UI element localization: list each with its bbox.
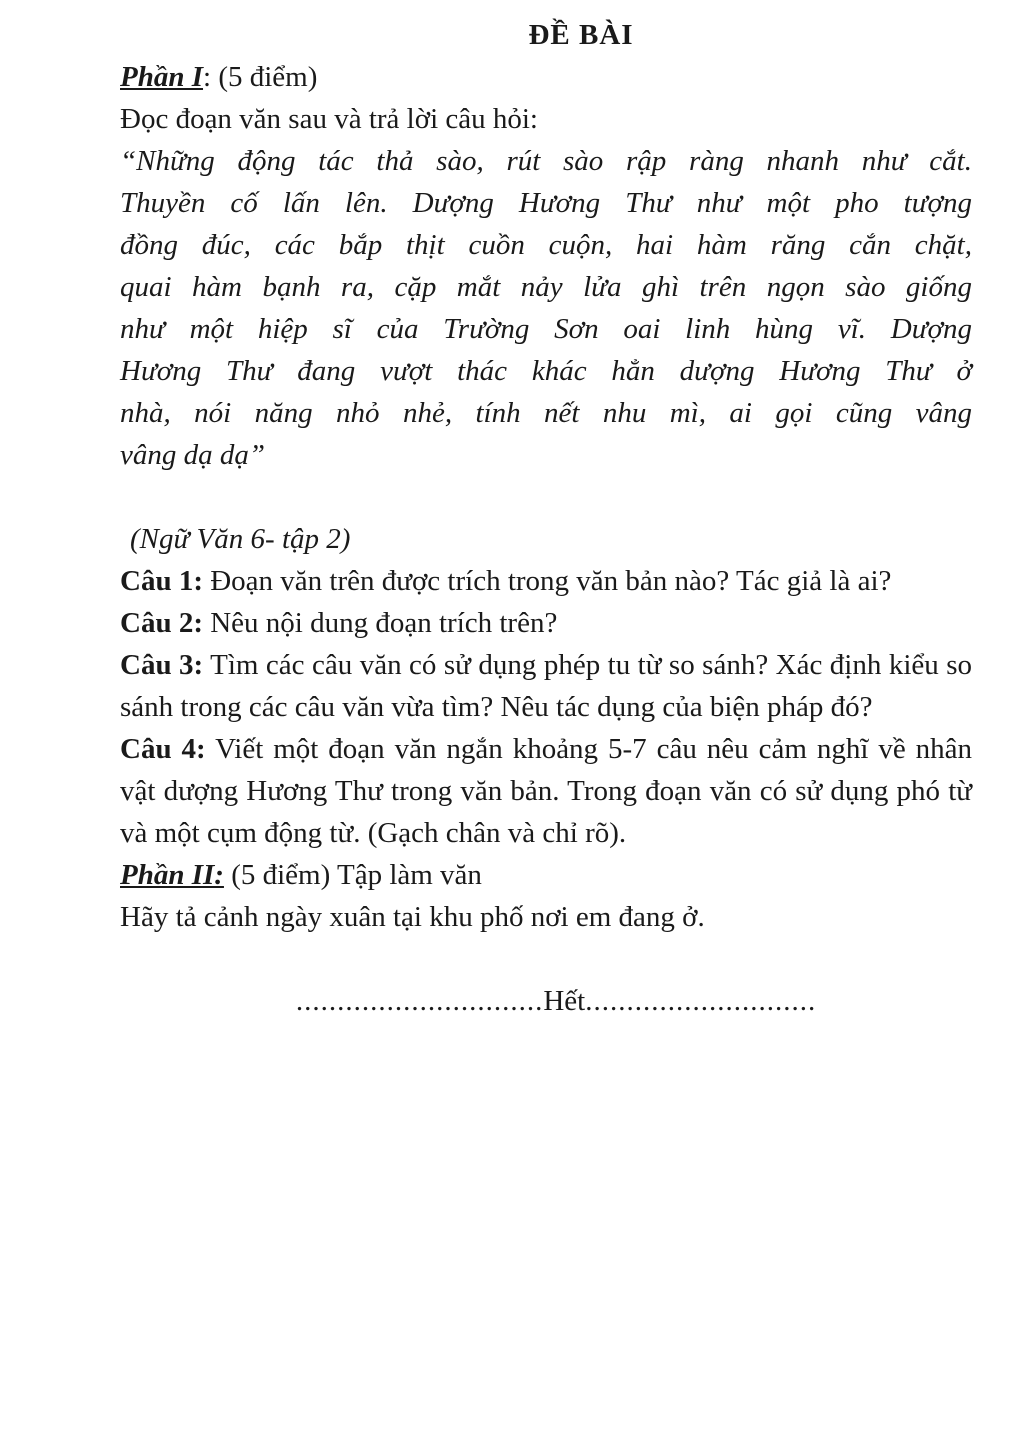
question-3	[120, 644, 972, 728]
spacer	[120, 476, 972, 518]
part1-label: Phần I	[120, 61, 204, 93]
question-label: Câu 3:	[120, 649, 204, 681]
passage-line: vâng dạ dạ”	[120, 439, 265, 471]
question-label: Câu 2:	[120, 607, 203, 639]
passage-source: (Ngữ Văn 6- tập 2)	[130, 523, 351, 555]
page-title: ĐỀ BÀI	[528, 19, 634, 51]
end-word: Hết	[543, 985, 586, 1017]
question-text: Tìm các câu văn có sử dụng phép tu từ so sánh? Xác định kiểu so sánh trong các câu văn vừa tìm? Nêu tác dụng của biện pháp đó?	[120, 649, 972, 723]
passage-line: quai hàm bạnh ra, cặp mắt nảy lửa ghì trên ngọn sào giống	[120, 271, 972, 303]
part2-label: Phần II:	[120, 859, 224, 891]
question-text: Viết một đoạn văn ngắn khoảng 5-7 câu nêu cảm nghĩ về nhân vật dượng Hương Thư trong văn bản. Trong đoạn văn có sử dụng phó từ và một cụm động từ. (Gạch chân và chỉ rõ).	[120, 733, 972, 849]
end-marker	[120, 980, 972, 1022]
question-label: Câu 4:	[120, 733, 206, 765]
question-1	[120, 560, 972, 602]
question-label: Câu 1:	[120, 565, 203, 597]
passage-line: Thuyền cố lấn lên. Dượng Hương Thư như một pho tượng	[120, 187, 972, 219]
part2-points: (5 điểm) Tập làm văn	[223, 859, 482, 891]
end-dots-left: ..............................	[295, 985, 544, 1017]
question-text: Nêu nội dung đoạn trích trên?	[202, 607, 558, 639]
part2-heading	[120, 854, 972, 896]
passage-line: Hương Thư đang vượt thác khác hẳn dượng Hương Thư ở	[120, 355, 972, 387]
passage-line: nhà, nói năng nhỏ nhẻ, tính nết nhu mì, ai gọi cũng vâng	[120, 397, 972, 429]
question-4	[120, 728, 972, 854]
end-dots-right: ............................	[585, 985, 817, 1017]
passage-line: như một hiệp sĩ của Trường Sơn oai linh hùng vĩ. Dượng	[120, 313, 972, 345]
passage-line: đồng đúc, các bắp thịt cuồn cuộn, hai hàm răng cắn chặt,	[120, 229, 972, 261]
part1-heading	[120, 56, 972, 98]
question-text: Đoạn văn trên được trích trong văn bản nào? Tác giả là ai?	[202, 565, 892, 597]
part1-points: : (5 điểm)	[203, 61, 318, 93]
passage-line: “Những động tác thả sào, rút sào rập ràng nhanh như cắt.	[120, 145, 972, 177]
passage	[120, 140, 972, 476]
writing-task: Hãy tả cảnh ngày xuân tại khu phố nơi em đang ở.	[120, 901, 705, 933]
exam-page	[120, 14, 972, 1022]
question-2	[120, 602, 972, 644]
reading-instruction: Đọc đoạn văn sau và trả lời câu hỏi:	[120, 103, 538, 135]
